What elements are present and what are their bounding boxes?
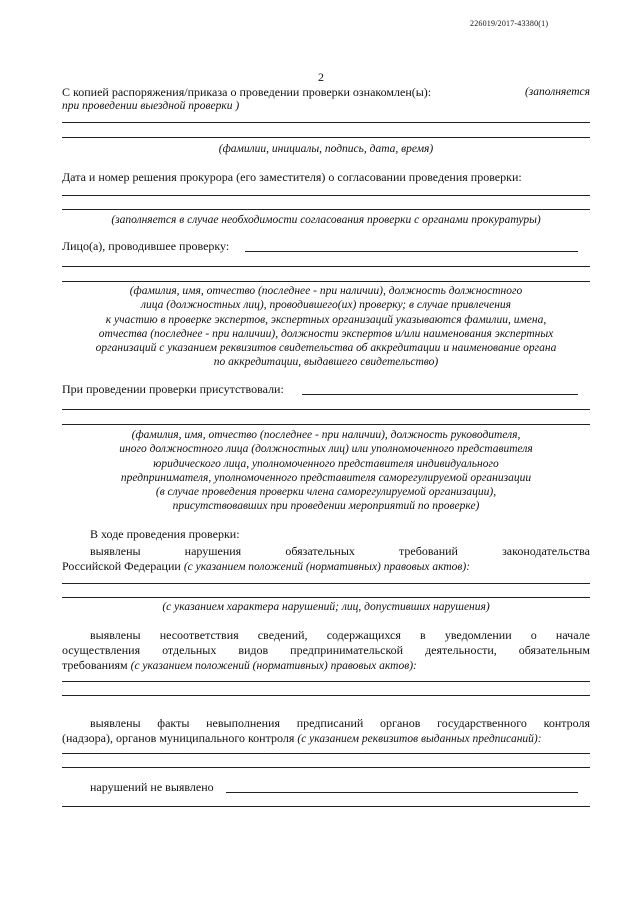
word: в <box>420 628 426 642</box>
word: факты <box>157 716 190 730</box>
orders-line-2 <box>62 731 542 746</box>
signature-line <box>62 122 590 123</box>
fill-line <box>62 409 590 410</box>
fill-line <box>245 251 578 252</box>
attendees-caption <box>62 428 590 514</box>
fill-line <box>62 209 590 210</box>
word: обязательных <box>285 544 355 558</box>
fill-line <box>302 394 578 395</box>
word: содержащихся <box>326 628 401 642</box>
inspector-label: Лицо(а), проводившее проверку: <box>62 239 230 253</box>
fill-line <box>62 583 590 584</box>
inspector-caption <box>62 284 590 370</box>
word: невыполнения <box>206 716 280 730</box>
findings-intro: В ходе проведения проверки: <box>90 527 240 541</box>
mismatch-line-1 <box>90 628 590 642</box>
orders-line-1 <box>90 716 590 730</box>
word: нарушения <box>184 544 242 558</box>
none-label: нарушений не выявлено <box>90 780 214 794</box>
caption-line: иного должностного лица (должностных лиц) или уполномоченного представителя <box>119 443 533 456</box>
caption-line: (фамилия, имя, отчество (последнее - при наличии), должность должностного <box>129 285 523 297</box>
fill-line <box>62 195 590 196</box>
violations-text: Российской Федерации <box>62 559 181 573</box>
fill-line <box>62 266 590 267</box>
caption-line: присутствовавших при проведении мероприятий по проверке) <box>172 500 480 513</box>
familiarization-note-start: (заполняется <box>524 86 590 98</box>
word: выявлены <box>90 544 141 558</box>
familiarization-text: С копией распоряжения/приказа о проведении проверки ознакомлен(ы): <box>62 85 432 99</box>
fill-line <box>62 281 590 282</box>
mismatch-text: требованиям <box>62 658 128 672</box>
mismatch-note: (с указанием положений (нормативных) правовых актов): <box>130 660 417 672</box>
familiarization-line <box>62 85 590 99</box>
familiarization-caption: (фамилии, инициалы, подпись, дата, время) <box>218 143 434 155</box>
caption-line: к участию в проверке экспертов, экспертных организаций указываются фамилии, имена, <box>105 313 547 326</box>
caption-line: отчества (последнее - при наличии), должности экспертов и/или наименования экспертных <box>98 327 554 340</box>
fill-line <box>62 806 590 807</box>
word: о <box>530 628 537 642</box>
word: осуществления <box>62 643 141 657</box>
violations-line-2 <box>62 559 470 574</box>
word: обязательным <box>518 643 590 657</box>
word: выявлены <box>90 628 141 642</box>
caption-line: организаций с указанием реквизитов свидетельства об аккредитации и наименование органа <box>95 342 557 355</box>
violations-note: (с указанием положений (нормативных) правовых актов): <box>183 561 471 573</box>
mismatch-line-2 <box>62 643 590 657</box>
word: требований <box>399 544 458 558</box>
attendees-label: При проведении проверки присутствовали: <box>62 382 284 396</box>
prosecutor-caption: (заполняется в случае необходимости согласования проверки с органами прокуратуры) <box>111 214 541 226</box>
word: органов <box>380 716 421 730</box>
caption-line: по аккредитации, выдавшего свидетельство) <box>213 356 439 369</box>
word: уведомлении <box>444 628 512 642</box>
orders-text: (надзора), органов муниципального контроля <box>62 731 295 745</box>
word: начале <box>555 628 590 642</box>
fill-line <box>62 681 590 682</box>
word: отдельных <box>162 643 217 657</box>
violations-line-1 <box>90 544 590 558</box>
fill-line <box>62 597 590 598</box>
caption-line: юридического лица, уполномоченного представителя индивидуального <box>153 457 499 470</box>
violations-caption: (с указанием характера нарушений; лиц, допустивших нарушения) <box>162 601 490 613</box>
word: деятельности, <box>425 643 497 657</box>
fill-line <box>62 753 590 754</box>
word: государственного <box>437 716 527 730</box>
word: законодательства <box>502 544 590 558</box>
word: видов <box>238 643 269 657</box>
caption-line: (в случае проведения проверки члена саморегулируемой организации), <box>155 486 497 499</box>
page-number: 2 <box>318 70 324 84</box>
mismatch-line-3 <box>62 658 417 673</box>
fill-line <box>62 695 590 696</box>
caption-line: предпринимателя, уполномоченного представителя саморегулируемой организации <box>120 471 532 484</box>
word: предпринимательской <box>290 643 404 657</box>
caption-line: лица (должностных лиц), проводившего(их) проверку; в случае привлечения <box>140 299 512 312</box>
signature-line <box>62 137 590 138</box>
word: сведений, <box>257 628 308 642</box>
document-number: 226019/2017-43380(1) <box>470 19 549 28</box>
word: выявлены <box>90 716 141 730</box>
word: предписаний <box>296 716 364 730</box>
familiarization-note-end: при проведении выездной проверки ) <box>62 100 240 112</box>
word: контроля <box>543 716 590 730</box>
fill-line <box>62 767 590 768</box>
caption-line: (фамилия, имя, отчество (последнее - при наличии), должность руководителя, <box>131 429 521 441</box>
fill-line <box>226 792 578 793</box>
word: несоответствия <box>159 628 239 642</box>
fill-line <box>62 424 590 425</box>
orders-note: (с указанием реквизитов выданных предписаний): <box>297 733 542 745</box>
prosecutor-text: Дата и номер решения прокурора (его заместителя) о согласовании проведения проверки: <box>62 170 522 184</box>
